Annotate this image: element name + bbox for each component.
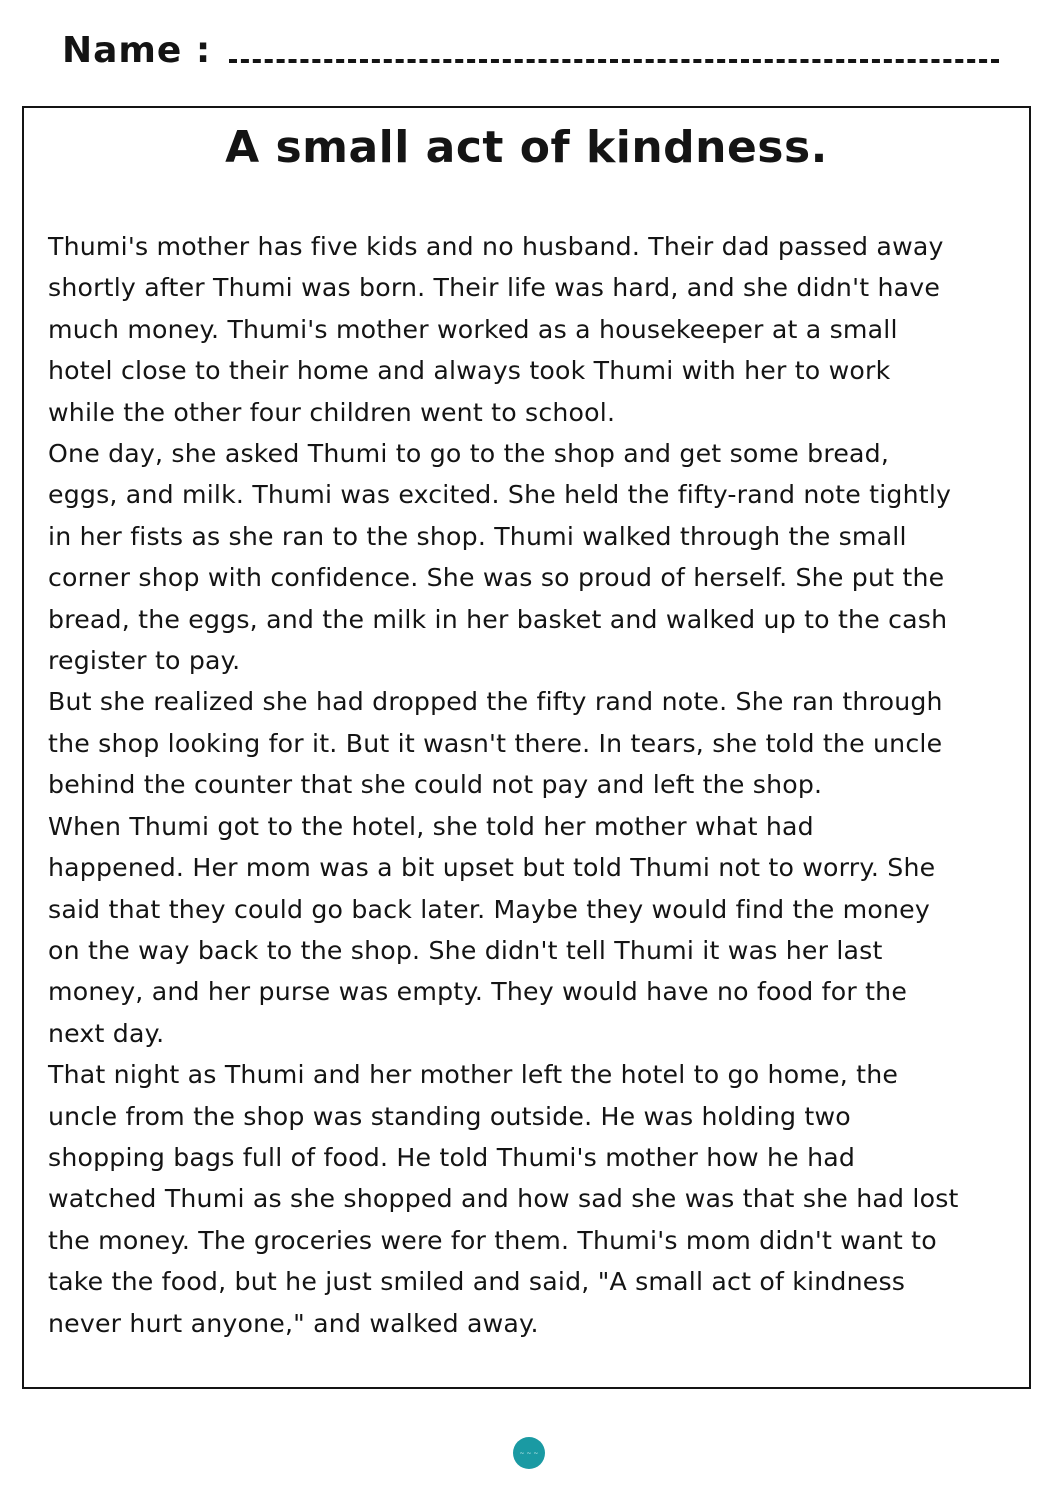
name-blank-line (229, 59, 999, 63)
teal-circle-logo-icon (513, 1437, 545, 1469)
story-line: the money. The groceries were for them. Thumi's mom didn't want to (48, 1225, 937, 1255)
logo-text: ~ ~ ~ (519, 1449, 539, 1457)
story-line: bread, the eggs, and the milk in her basket and walked up to the cash (48, 604, 948, 634)
story-line: happened. Her mom was a bit upset but told Thumi not to worry. She (48, 853, 936, 883)
story-line: while the other four children went to school. (48, 397, 616, 427)
story-line: shortly after Thumi was born. Their life was hard, and she didn't have (48, 273, 941, 303)
story-line: the shop looking for it. But it wasn't there. In tears, she told the uncle (48, 728, 943, 758)
story-line: uncle from the shop was standing outside. He was holding two (48, 1101, 851, 1131)
story-line: behind the counter that she could not pay and left the shop. (48, 770, 823, 800)
story-line: shopping bags full of food. He told Thumi's mother how he had (48, 1142, 856, 1172)
story-line: never hurt anyone," and walked away. (48, 1308, 539, 1338)
story-line: hotel close to their home and always took Thumi with her to work (48, 356, 891, 386)
story-line: next day. (48, 1018, 165, 1048)
story-line: watched Thumi as she shopped and how sad she was that she had lost (48, 1184, 959, 1214)
story-line: take the food, but he just smiled and said, "A small act of kindness (48, 1267, 906, 1297)
story-line: But she realized she had dropped the fifty rand note. She ran through (48, 687, 943, 717)
story-body (48, 226, 1011, 1344)
story-line: in her fists as she ran to the shop. Thumi walked through the small (48, 521, 907, 551)
story-line: That night as Thumi and her mother left the hotel to go home, the (48, 1060, 899, 1090)
story-line: corner shop with confidence. She was so proud of herself. She put the (48, 563, 945, 593)
story-line: eggs, and milk. Thumi was excited. She held the fifty-rand note tightly (48, 480, 952, 510)
name-label: Name : (62, 29, 212, 71)
story-line: One day, she asked Thumi to go to the shop and get some bread, (48, 439, 890, 469)
story-line: register to pay. (48, 646, 241, 676)
story-line: on the way back to the shop. She didn't tell Thumi it was her last (48, 935, 883, 965)
story-line: said that they could go back later. Maybe they would find the money (48, 894, 930, 924)
story-box (22, 106, 1031, 1389)
story-title: A small act of kindness. (225, 122, 828, 173)
story-line: money, and her purse was empty. They would have no food for the (48, 977, 908, 1007)
name-row (62, 22, 999, 78)
story-line: much money. Thumi's mother worked as a housekeeper at a small (48, 314, 898, 344)
story-line: When Thumi got to the hotel, she told her mother what had (48, 811, 814, 841)
story-line: Thumi's mother has five kids and no husband. Their dad passed away (48, 232, 944, 261)
